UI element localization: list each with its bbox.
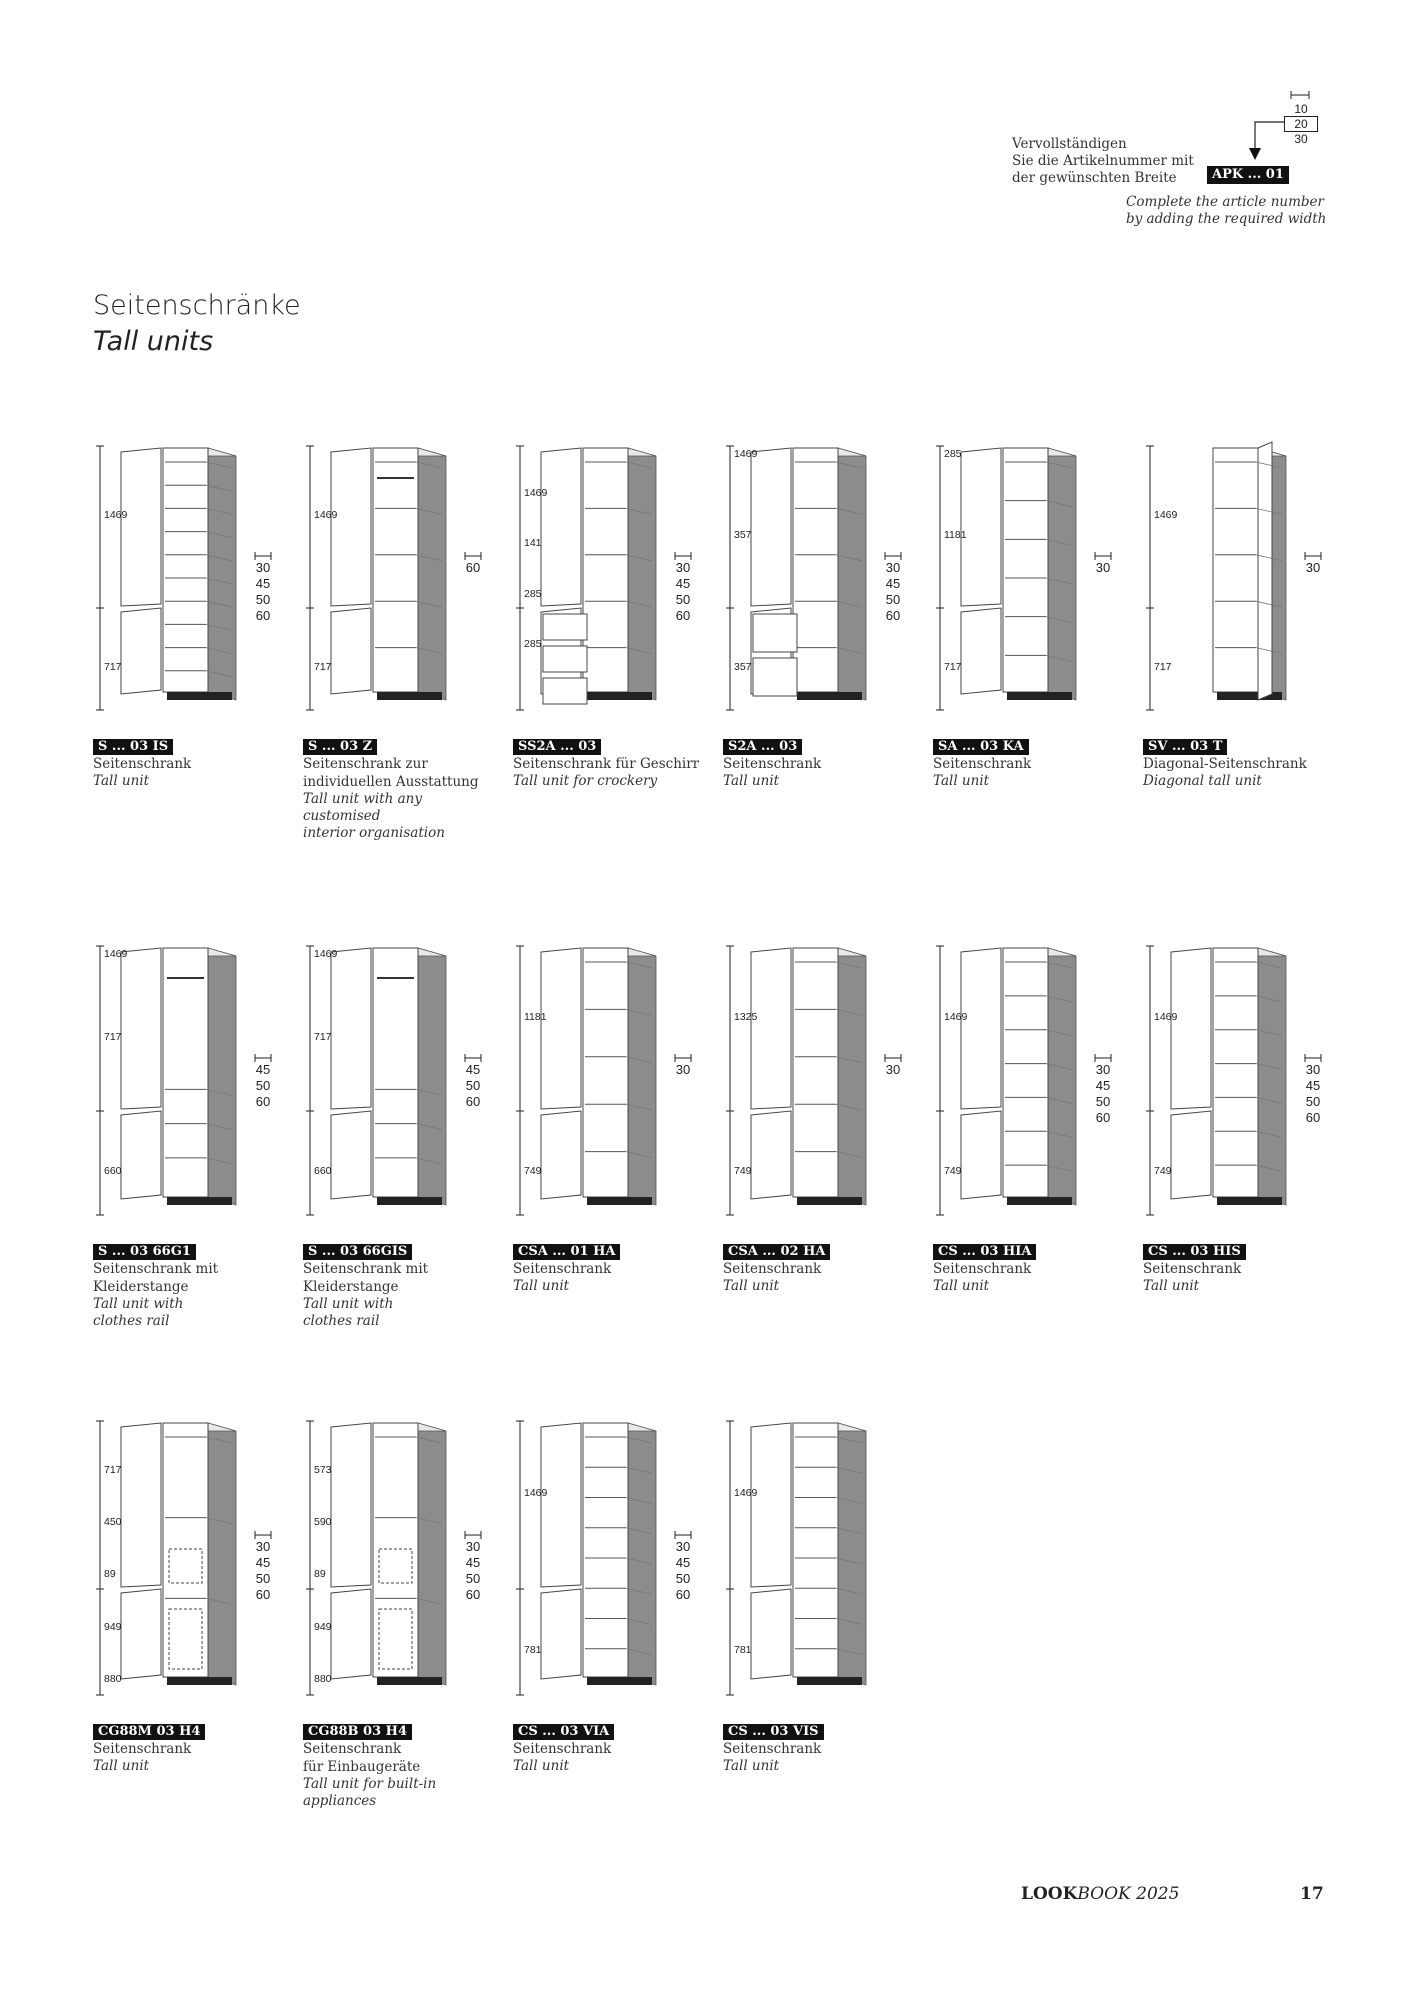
description-en: Tall unit with bbox=[93, 1296, 184, 1312]
description-de: individuellen Ausstattung bbox=[303, 774, 479, 790]
article-code: CS ... 03 HIS bbox=[1143, 1244, 1246, 1260]
dimension-label: 717 bbox=[104, 661, 122, 673]
cabinet-drawing bbox=[93, 440, 293, 720]
dimension-label: 749 bbox=[1154, 1165, 1172, 1177]
dimension-label: 285 bbox=[524, 588, 542, 600]
width-option: 60 bbox=[465, 1094, 481, 1109]
width-option: 60 bbox=[885, 608, 901, 623]
description-en: Tall unit bbox=[513, 1278, 570, 1294]
dimension-label: 1469 bbox=[314, 509, 338, 521]
width-option: 30 bbox=[675, 560, 691, 575]
cabinet-drawing bbox=[933, 940, 1133, 1225]
unit-caption bbox=[93, 735, 293, 790]
width-option: 45 bbox=[1305, 1078, 1321, 1093]
note-en-line: Complete the article number bbox=[1126, 194, 1324, 210]
description-en: Tall unit bbox=[723, 1278, 780, 1294]
description-en: Tall unit bbox=[723, 773, 780, 789]
width-option: 45 bbox=[1095, 1078, 1111, 1093]
cabinet-drawing bbox=[93, 940, 293, 1225]
article-code: SA ... 03 KA bbox=[933, 739, 1029, 755]
cabinet-illustration bbox=[96, 1421, 236, 1695]
note-de-line: der gewünschten Breite bbox=[1012, 170, 1177, 186]
cabinet-drawing bbox=[933, 440, 1133, 720]
width-option: 30 bbox=[675, 1539, 691, 1554]
description-de: Seitenschrank bbox=[1143, 1261, 1242, 1277]
description-en: clothes rail bbox=[93, 1313, 170, 1329]
footer-brand bbox=[1021, 1884, 1179, 1904]
article-code: CG88B 03 H4 bbox=[303, 1724, 412, 1740]
dimension-label: 1469 bbox=[944, 1011, 968, 1023]
description-en: Tall unit for crockery bbox=[513, 773, 658, 789]
description-en: clothes rail bbox=[303, 1313, 380, 1329]
instruction-note-en bbox=[1126, 194, 1346, 228]
width-option: 60 bbox=[465, 560, 481, 575]
description-en: appliances bbox=[303, 1793, 377, 1809]
dimension-label: 781 bbox=[524, 1644, 542, 1656]
brand-look: LOOK bbox=[1021, 1884, 1078, 1904]
tall-unit-card bbox=[93, 940, 293, 1329]
dimension-label: 949 bbox=[314, 1621, 332, 1633]
description-de: Seitenschrank bbox=[513, 1261, 612, 1277]
cabinet-drawing bbox=[513, 940, 713, 1225]
dimension-label: 717 bbox=[314, 661, 332, 673]
description-de: Kleiderstange bbox=[93, 1279, 189, 1295]
width-option: 60 bbox=[1305, 1110, 1321, 1125]
width-option: 30 bbox=[1305, 560, 1321, 575]
dimension-label: 357 bbox=[734, 529, 752, 541]
tall-unit-card bbox=[303, 440, 503, 841]
dimension-label: 1181 bbox=[944, 529, 967, 541]
width-option: 30 bbox=[1294, 132, 1308, 146]
unit-caption bbox=[1143, 1240, 1343, 1295]
width-option: 30 bbox=[885, 560, 901, 575]
unit-caption bbox=[303, 1240, 503, 1330]
dimension-label: 89 bbox=[104, 1568, 116, 1580]
width-option: 45 bbox=[465, 1555, 481, 1570]
unit-caption bbox=[513, 1720, 713, 1775]
width-option: 30 bbox=[255, 560, 271, 575]
description-en: interior organisation bbox=[303, 825, 445, 841]
note-en-line: by adding the required width bbox=[1126, 211, 1327, 227]
tall-unit-card bbox=[303, 1415, 503, 1809]
note-de-line: Vervollständigen bbox=[1012, 136, 1127, 152]
width-option: 50 bbox=[885, 592, 901, 607]
cabinet-drawing bbox=[303, 440, 503, 720]
brand-book-year: BOOK 2025 bbox=[1077, 1884, 1180, 1904]
tall-unit-card bbox=[723, 440, 923, 815]
dimension-label: 660 bbox=[104, 1165, 122, 1177]
width-option: 45 bbox=[255, 1062, 271, 1077]
page-title-de: Seitenschränke bbox=[93, 290, 301, 321]
cabinet-drawing bbox=[513, 1415, 713, 1705]
tall-unit-card bbox=[1143, 440, 1343, 815]
width-option: 45 bbox=[465, 1062, 481, 1077]
description-en: Tall unit with any customised bbox=[303, 791, 423, 824]
description-de: Diagonal-Seitenschrank bbox=[1143, 756, 1307, 772]
cabinet-drawing bbox=[723, 1415, 923, 1705]
dimension-label: 590 bbox=[314, 1516, 332, 1528]
dimension-label: 141 bbox=[524, 537, 542, 549]
dimension-label: 1469 bbox=[1154, 509, 1178, 521]
unit-caption bbox=[1143, 735, 1343, 790]
article-code: CG88M 03 H4 bbox=[93, 1724, 205, 1740]
dimension-label: 880 bbox=[314, 1673, 332, 1685]
width-option: 45 bbox=[675, 576, 691, 591]
cabinet-drawing bbox=[723, 440, 923, 720]
width-option-selected: 20 bbox=[1284, 116, 1318, 132]
dimension-label: 1469 bbox=[314, 948, 338, 960]
width-option: 30 bbox=[255, 1539, 271, 1554]
cabinet-drawing bbox=[723, 940, 923, 1225]
description-en: Tall unit bbox=[723, 1758, 780, 1774]
width-option: 60 bbox=[675, 1587, 691, 1602]
width-option: 10 bbox=[1294, 102, 1308, 116]
note-de-line: Sie die Artikelnummer mit bbox=[1012, 153, 1194, 169]
dimension-label: 717 bbox=[104, 1464, 122, 1476]
tall-unit-card bbox=[933, 440, 1133, 815]
description-de: Seitenschrank bbox=[723, 1741, 822, 1757]
dimension-label: 717 bbox=[944, 661, 962, 673]
article-code: CSA ... 02 HA bbox=[723, 1244, 830, 1260]
article-code: CS ... 03 VIS bbox=[723, 1724, 824, 1740]
dimension-label: 1469 bbox=[734, 1487, 758, 1499]
width-option: 60 bbox=[255, 1587, 271, 1602]
description-de: Seitenschrank bbox=[303, 1741, 402, 1757]
article-code: SS2A ... 03 bbox=[513, 739, 601, 755]
article-code: CS ... 03 VIA bbox=[513, 1724, 614, 1740]
article-code: S ... 03 66GIS bbox=[303, 1244, 412, 1260]
dimension-label: 1469 bbox=[104, 948, 128, 960]
dimension-label: 749 bbox=[524, 1165, 542, 1177]
width-options bbox=[1284, 102, 1318, 146]
cabinet-drawing bbox=[303, 1415, 503, 1705]
width-option: 50 bbox=[255, 1078, 271, 1093]
description-de: Kleiderstange bbox=[303, 1279, 399, 1295]
unit-caption bbox=[303, 735, 503, 842]
unit-caption bbox=[513, 735, 713, 790]
description-en: Tall unit with bbox=[303, 1296, 394, 1312]
width-option: 50 bbox=[1095, 1094, 1111, 1109]
unit-caption bbox=[933, 735, 1133, 790]
unit-caption bbox=[93, 1720, 293, 1775]
description-de: Seitenschrank bbox=[513, 1741, 612, 1757]
description-de: Seitenschrank bbox=[723, 1261, 822, 1277]
width-option: 60 bbox=[675, 608, 691, 623]
width-option: 60 bbox=[255, 1094, 271, 1109]
unit-caption bbox=[723, 1720, 923, 1775]
tall-unit-card bbox=[513, 940, 713, 1320]
tall-unit-card bbox=[93, 1415, 293, 1800]
dimension-label: 1181 bbox=[524, 1011, 547, 1023]
cabinet-drawing bbox=[1143, 940, 1343, 1225]
description-en: Tall unit bbox=[933, 773, 990, 789]
width-option: 45 bbox=[255, 576, 271, 591]
description-de: Seitenschrank für Geschirr bbox=[513, 756, 700, 772]
dimension-label: 880 bbox=[104, 1673, 122, 1685]
tall-unit-card bbox=[513, 1415, 713, 1800]
description-de: Seitenschrank zur bbox=[303, 756, 428, 772]
width-option: 50 bbox=[1305, 1094, 1321, 1109]
cabinet-illustration bbox=[516, 446, 656, 710]
unit-caption bbox=[93, 1240, 293, 1330]
width-option: 30 bbox=[675, 1062, 691, 1077]
dimension-label: 717 bbox=[104, 1031, 122, 1043]
dimension-label: 717 bbox=[314, 1031, 332, 1043]
description-de: Seitenschrank bbox=[93, 756, 192, 772]
width-option: 30 bbox=[1095, 560, 1111, 575]
dimension-label: 949 bbox=[104, 1621, 122, 1633]
page-title-en: Tall units bbox=[93, 326, 214, 357]
description-de: Seitenschrank bbox=[93, 1741, 192, 1757]
article-code: CS ... 03 HIA bbox=[933, 1244, 1036, 1260]
width-option: 30 bbox=[1305, 1062, 1321, 1077]
cabinet-drawing bbox=[303, 940, 503, 1225]
dimension-label: 1469 bbox=[1154, 1011, 1178, 1023]
description-en: Tall unit bbox=[93, 1758, 150, 1774]
width-option: 50 bbox=[255, 592, 271, 607]
article-code: S ... 03 66G1 bbox=[93, 1244, 196, 1260]
width-option: 50 bbox=[465, 1078, 481, 1093]
width-option: 50 bbox=[675, 592, 691, 607]
tall-unit-card bbox=[723, 940, 923, 1320]
width-option: 30 bbox=[1095, 1062, 1111, 1077]
unit-caption bbox=[723, 1240, 923, 1295]
description-de: Seitenschrank bbox=[933, 756, 1032, 772]
tall-unit-card bbox=[723, 1415, 923, 1800]
description-de: Seitenschrank mit bbox=[93, 1261, 219, 1277]
dimension-label: 357 bbox=[734, 661, 752, 673]
article-code: SV ... 03 T bbox=[1143, 739, 1227, 755]
description-de: für Einbaugeräte bbox=[303, 1759, 421, 1775]
article-code: S ... 03 IS bbox=[93, 739, 173, 755]
dimension-label: 573 bbox=[314, 1464, 332, 1476]
instruction-note-de bbox=[1012, 136, 1202, 187]
description-en: Tall unit for built-in bbox=[303, 1776, 437, 1792]
width-option: 50 bbox=[255, 1571, 271, 1586]
unit-caption bbox=[303, 1720, 503, 1810]
dimension-label: 1469 bbox=[734, 448, 758, 460]
dimension-label: 285 bbox=[524, 638, 542, 650]
width-option: 45 bbox=[255, 1555, 271, 1570]
unit-caption bbox=[723, 735, 923, 790]
cabinet-drawing bbox=[1143, 440, 1343, 720]
description-en: Tall unit bbox=[93, 773, 150, 789]
description-de: Seitenschrank mit bbox=[303, 1261, 429, 1277]
width-option: 50 bbox=[465, 1571, 481, 1586]
tall-unit-card bbox=[933, 940, 1133, 1320]
dimension-label: 781 bbox=[734, 1644, 752, 1656]
cabinet-drawing bbox=[93, 1415, 293, 1705]
width-option: 30 bbox=[885, 1062, 901, 1077]
description-de: Seitenschrank bbox=[933, 1261, 1032, 1277]
width-option: 50 bbox=[675, 1571, 691, 1586]
unit-caption bbox=[933, 1240, 1133, 1295]
width-option: 60 bbox=[1095, 1110, 1111, 1125]
article-code: CSA ... 01 HA bbox=[513, 1244, 620, 1260]
width-option: 60 bbox=[465, 1587, 481, 1602]
page-number: 17 bbox=[1300, 1884, 1324, 1904]
tall-unit-card bbox=[93, 440, 293, 815]
dimension-label: 660 bbox=[314, 1165, 332, 1177]
description-en: Tall unit bbox=[933, 1278, 990, 1294]
dimension-label: 1325 bbox=[734, 1011, 758, 1023]
article-code-example: APK ... 01 bbox=[1207, 166, 1289, 184]
description-en: Tall unit bbox=[1143, 1278, 1200, 1294]
dimension-label: 717 bbox=[1154, 661, 1172, 673]
description-de: Seitenschrank bbox=[723, 756, 822, 772]
article-code: S ... 03 Z bbox=[303, 739, 377, 755]
width-option: 30 bbox=[465, 1539, 481, 1554]
dimension-label: 1469 bbox=[104, 509, 128, 521]
dimension-label: 749 bbox=[944, 1165, 962, 1177]
dimension-label: 1469 bbox=[524, 1487, 548, 1499]
cabinet-illustration bbox=[306, 1421, 446, 1695]
width-option: 45 bbox=[675, 1555, 691, 1570]
cabinet-drawing bbox=[513, 440, 713, 720]
tall-unit-card bbox=[513, 440, 713, 815]
dimension-label: 285 bbox=[944, 448, 962, 460]
description-en: Diagonal tall unit bbox=[1143, 773, 1262, 789]
width-option: 45 bbox=[885, 576, 901, 591]
dimension-label: 749 bbox=[734, 1165, 752, 1177]
dimension-label: 450 bbox=[104, 1516, 122, 1528]
dimension-label: 1469 bbox=[524, 487, 548, 499]
tall-unit-card bbox=[1143, 940, 1343, 1320]
tall-unit-card bbox=[303, 940, 503, 1329]
description-en: Tall unit bbox=[513, 1758, 570, 1774]
width-option: 60 bbox=[255, 608, 271, 623]
unit-caption bbox=[513, 1240, 713, 1295]
article-code: S2A ... 03 bbox=[723, 739, 802, 755]
dimension-label: 89 bbox=[314, 1568, 326, 1580]
